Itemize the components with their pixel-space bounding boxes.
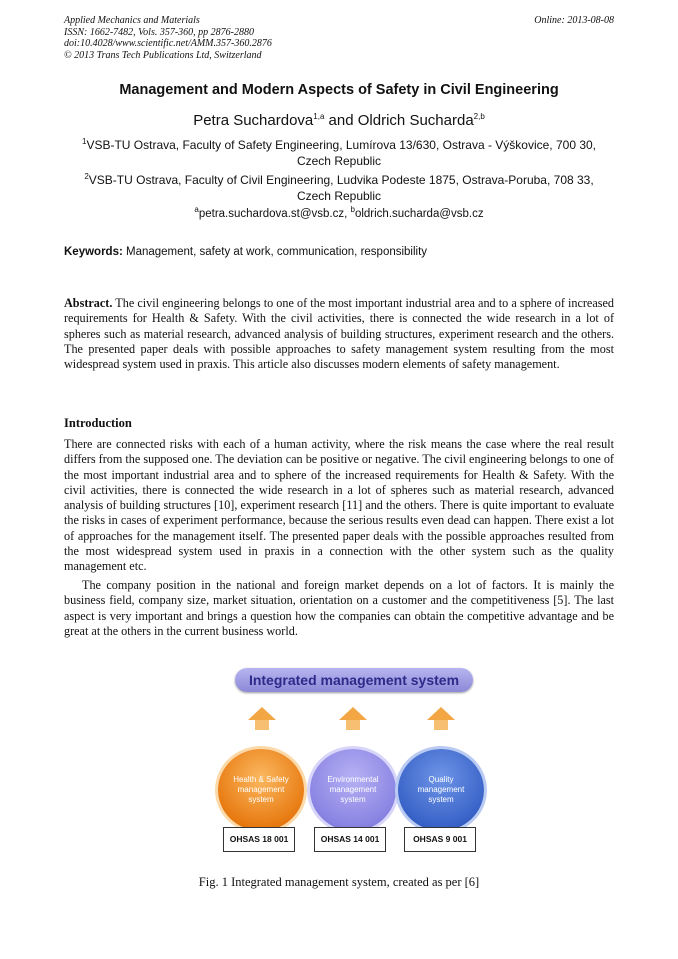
email-b-sup: b xyxy=(350,205,355,215)
author-2: Oldrich Sucharda xyxy=(357,112,474,129)
keywords xyxy=(64,246,614,258)
paper-title: Management and Modern Aspects of Safety in Civil Engineering xyxy=(119,82,559,98)
circle-quality xyxy=(398,749,484,831)
abstract xyxy=(64,296,614,372)
author-2-sup: 2,b xyxy=(473,112,485,121)
author-emails xyxy=(0,205,678,220)
circle-environmental xyxy=(310,749,396,831)
email-a[interactable]: petra.suchardova.st@vsb.cz, xyxy=(198,208,351,220)
affiliation-2-line1: VSB-TU Ostrava, Faculty of Civil Engineering, Ludvika Podeste 1875, Ostrava-Poruba, 708 33, xyxy=(88,173,594,187)
figure-integrated-management xyxy=(218,664,500,864)
affiliation-2-sup: 2 xyxy=(84,172,89,181)
figure-caption: Fig. 1 Integrated management system, created as per [6] xyxy=(198,875,480,889)
copyright-line: © 2013 Trans Tech Publications Ltd, Switzerland xyxy=(64,49,262,61)
author-1-sup: 1,a xyxy=(313,112,325,121)
email-b[interactable]: oldrich.sucharda@vsb.cz xyxy=(354,208,484,220)
author-1: Petra Suchardova xyxy=(193,112,314,129)
affiliation-1-line1: VSB-TU Ostrava, Faculty of Safety Engineering, Lumírova 13/630, Ostrava - Výškovice, 700 30, xyxy=(86,138,597,152)
circle-health-safety xyxy=(218,749,304,831)
circle-environmental-label: Environmental management system xyxy=(327,775,379,804)
standard-box-18001: OHSAS 18 001 xyxy=(223,827,295,852)
affiliation-1-sup: 1 xyxy=(81,137,87,146)
introduction-heading: Introduction xyxy=(64,416,132,430)
introduction-paragraph-1: There are connected risks with each of a human activity, where the risk means the case where the real result differs from the supposed one. The deviation can be positive or negative. The civil engineering belongs to one of the most important industrial area and to sphere of the increased requirements for Health & Safety. With the civil activities, there is connected the wide research in a lot of spheres such as material research, advanced analysis of building structures [10], experiment research [11] and the others. There is quite important to evaluate the risks in cases of experiment performance, because the serious results even dead can happen. There exist a lot of approaches for the management itself. The presented paper deals with the possible approaches resulted from the most widespread system used in praxis in a connection with the other system such as the quality management etc. xyxy=(64,437,614,574)
author-and: and xyxy=(324,112,358,129)
abstract-text: The civil engineering belongs to one of the most important industrial area and to a sphere of increased requirements for Health & Safety. With the civil activities, there is connected the wide research in a lot of spheres such as material research, advanced analysis of building structures, experiment research and the others. The presented paper deals with possible approaches to safety management system resulting from the most widespread system used in praxis. This article also discusses modern elements of safety management. xyxy=(64,296,614,372)
circle-health-safety-label: Health & Safety management system xyxy=(233,775,289,804)
standard-box-14001: OHSAS 14 001 xyxy=(314,827,386,852)
online-date: Online: 2013-08-08 xyxy=(534,15,614,26)
figure-banner: Integrated management system xyxy=(235,668,473,692)
author-line xyxy=(0,112,678,129)
affiliation-1-line2: Czech Republic xyxy=(296,154,382,168)
issn-line: ISSN: 1662-7482, Vols. 357-360, pp 2876-2880 xyxy=(64,26,254,38)
doi-line: doi:10.4028/www.scientific.net/AMM.357-360.2876 xyxy=(64,38,272,49)
email-a-sup: a xyxy=(194,205,199,215)
introduction-paragraph-2: The company position in the national and foreign market depends on a lot of factors. It is mainly the business field, company size, market situation, orientation on a customer and the competitiveness [5]. The last aspect is very important and brings a question how the companies can obtain the competitive advantage and be great at the others in the current business world. xyxy=(64,578,614,638)
page-header xyxy=(64,15,614,61)
keywords-text: Management, safety at work, communication, responsibility xyxy=(122,246,428,258)
keywords-label: Keywords: xyxy=(64,246,123,258)
affiliation-1 xyxy=(64,137,614,169)
affiliation-2 xyxy=(64,172,614,204)
abstract-label: Abstract. xyxy=(64,296,113,310)
journal-name: Applied Mechanics and Materials xyxy=(64,15,200,26)
circle-quality-label: Quality management system xyxy=(417,775,465,804)
standard-box-9001: OHSAS 9 001 xyxy=(404,827,476,852)
affiliation-2-line2: Czech Republic xyxy=(296,189,382,203)
